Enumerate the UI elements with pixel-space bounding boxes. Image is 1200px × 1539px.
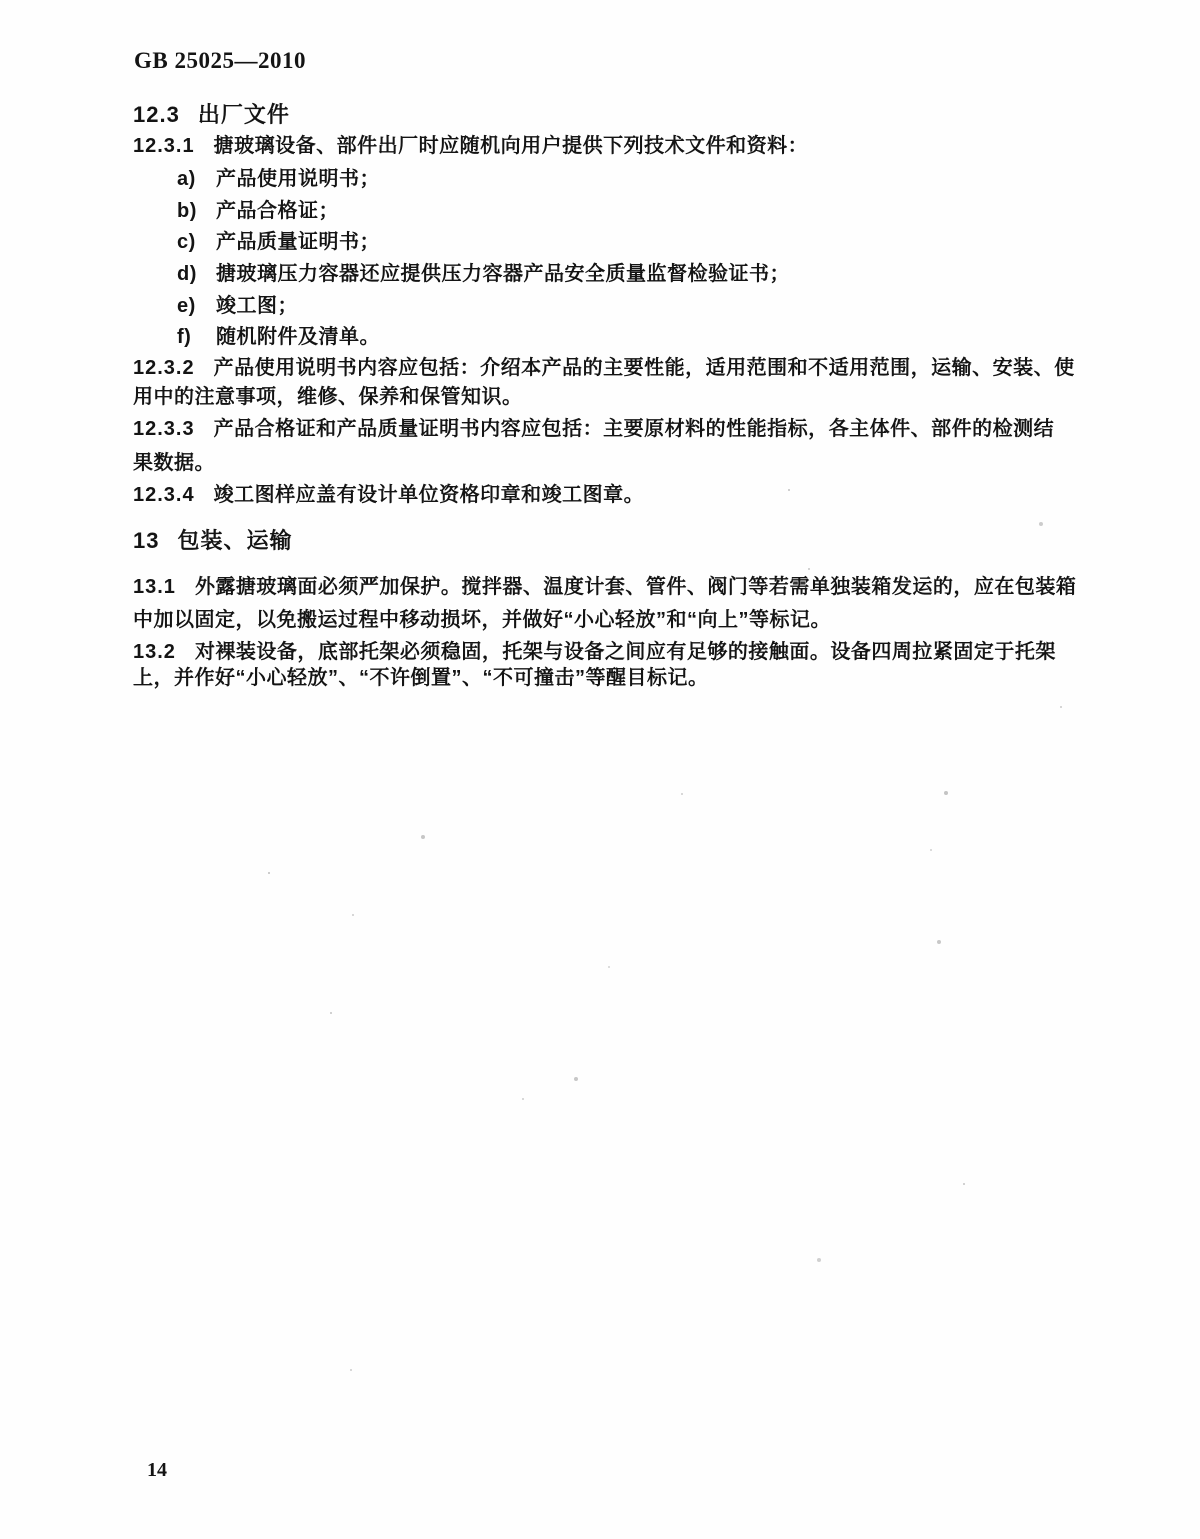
paragraph-text: 外露搪玻璃面必须严加保护。搅拌器、温度计套、管件、阀门等若需单独装箱发运的，应在包装箱 (194, 576, 1077, 598)
list-item-text: 竣工图； (216, 295, 298, 317)
paragraph-12-3-3-line1 (133, 416, 1054, 442)
section-title: 包装、运输 (177, 528, 293, 553)
list-item-c (177, 229, 380, 255)
page-number: 14 (147, 1459, 167, 1481)
clause-number: 12.3.3 (133, 418, 195, 440)
paragraph-text: 产品使用说明书内容应包括：介绍本产品的主要性能，适用范围和不适用范围，运输、安装、使 (213, 357, 1075, 379)
paragraph-13-2-line2 (133, 665, 709, 691)
paragraph-13-2-line1 (133, 639, 1056, 665)
clause-number: 12.3.4 (133, 484, 195, 506)
clause-number: 12.3.2 (133, 357, 195, 379)
paragraph-12-3-1 (133, 133, 808, 159)
paragraph-13-1-line1 (133, 574, 1076, 600)
list-item-text: 随机附件及清单。 (216, 326, 380, 348)
list-item-e (177, 293, 298, 319)
list-marker: b) (177, 200, 197, 222)
clause-number: 13 (133, 528, 160, 553)
paragraph-12-3-3-line2 (133, 450, 215, 476)
paragraph-text: 对裸装设备，底部托架必须稳固，托架与设备之间应有足够的接触面。设备四周拉紧固定于托架 (194, 641, 1056, 663)
clause-number: 12.3 (133, 102, 180, 127)
section-heading-13 (133, 528, 293, 554)
paragraph-12-3-4 (133, 482, 644, 508)
clause-number: 12.3.1 (133, 135, 195, 157)
list-item-a (177, 166, 380, 192)
paragraph-text: 竣工图样应盖有设计单位资格印章和竣工图章。 (213, 484, 645, 506)
paragraph-text: 用中的注意事项，维修、保养和保管知识。 (133, 386, 523, 408)
list-marker: d) (177, 263, 197, 285)
scan-noise (788, 489, 790, 491)
paragraph-text: 上，并作好“小心轻放”、“不许倒置”、“不可撞击”等醒目标记。 (133, 667, 709, 689)
list-item-f (177, 324, 380, 350)
list-marker: a) (177, 168, 196, 190)
clause-number: 13.1 (133, 576, 176, 598)
section-heading-12-3 (133, 102, 290, 128)
list-marker: c) (177, 231, 196, 253)
standard-code-header: GB 25025—2010 (134, 48, 306, 73)
list-marker: f) (177, 326, 192, 348)
list-item-text: 产品合格证； (216, 200, 339, 222)
paragraph-text: 中加以固定，以免搬运过程中移动损坏，并做好“小心轻放”和“向上”等标记。 (133, 609, 831, 631)
paragraph-13-1-line2 (133, 607, 831, 633)
list-item-d (177, 261, 790, 287)
paragraph-12-3-2-line1 (133, 355, 1075, 381)
list-marker: e) (177, 295, 196, 317)
section-title: 出厂文件 (197, 102, 290, 127)
paragraph-12-3-2-line2 (133, 384, 523, 410)
paragraph-text: 搪玻璃设备、部件出厂时应随机向用户提供下列技术文件和资料： (213, 135, 809, 157)
paragraph-text: 产品合格证和产品质量证明书内容应包括：主要原材料的性能指标，各主体件、部件的检测结 (213, 418, 1055, 440)
list-item-text: 搪玻璃压力容器还应提供压力容器产品安全质量监督检验证书； (216, 263, 790, 285)
clause-number: 13.2 (133, 641, 176, 663)
paragraph-text: 果数据。 (133, 452, 215, 474)
list-item-b (177, 198, 339, 224)
list-item-text: 产品使用说明书； (216, 168, 380, 190)
list-item-text: 产品质量证明书； (216, 231, 380, 253)
